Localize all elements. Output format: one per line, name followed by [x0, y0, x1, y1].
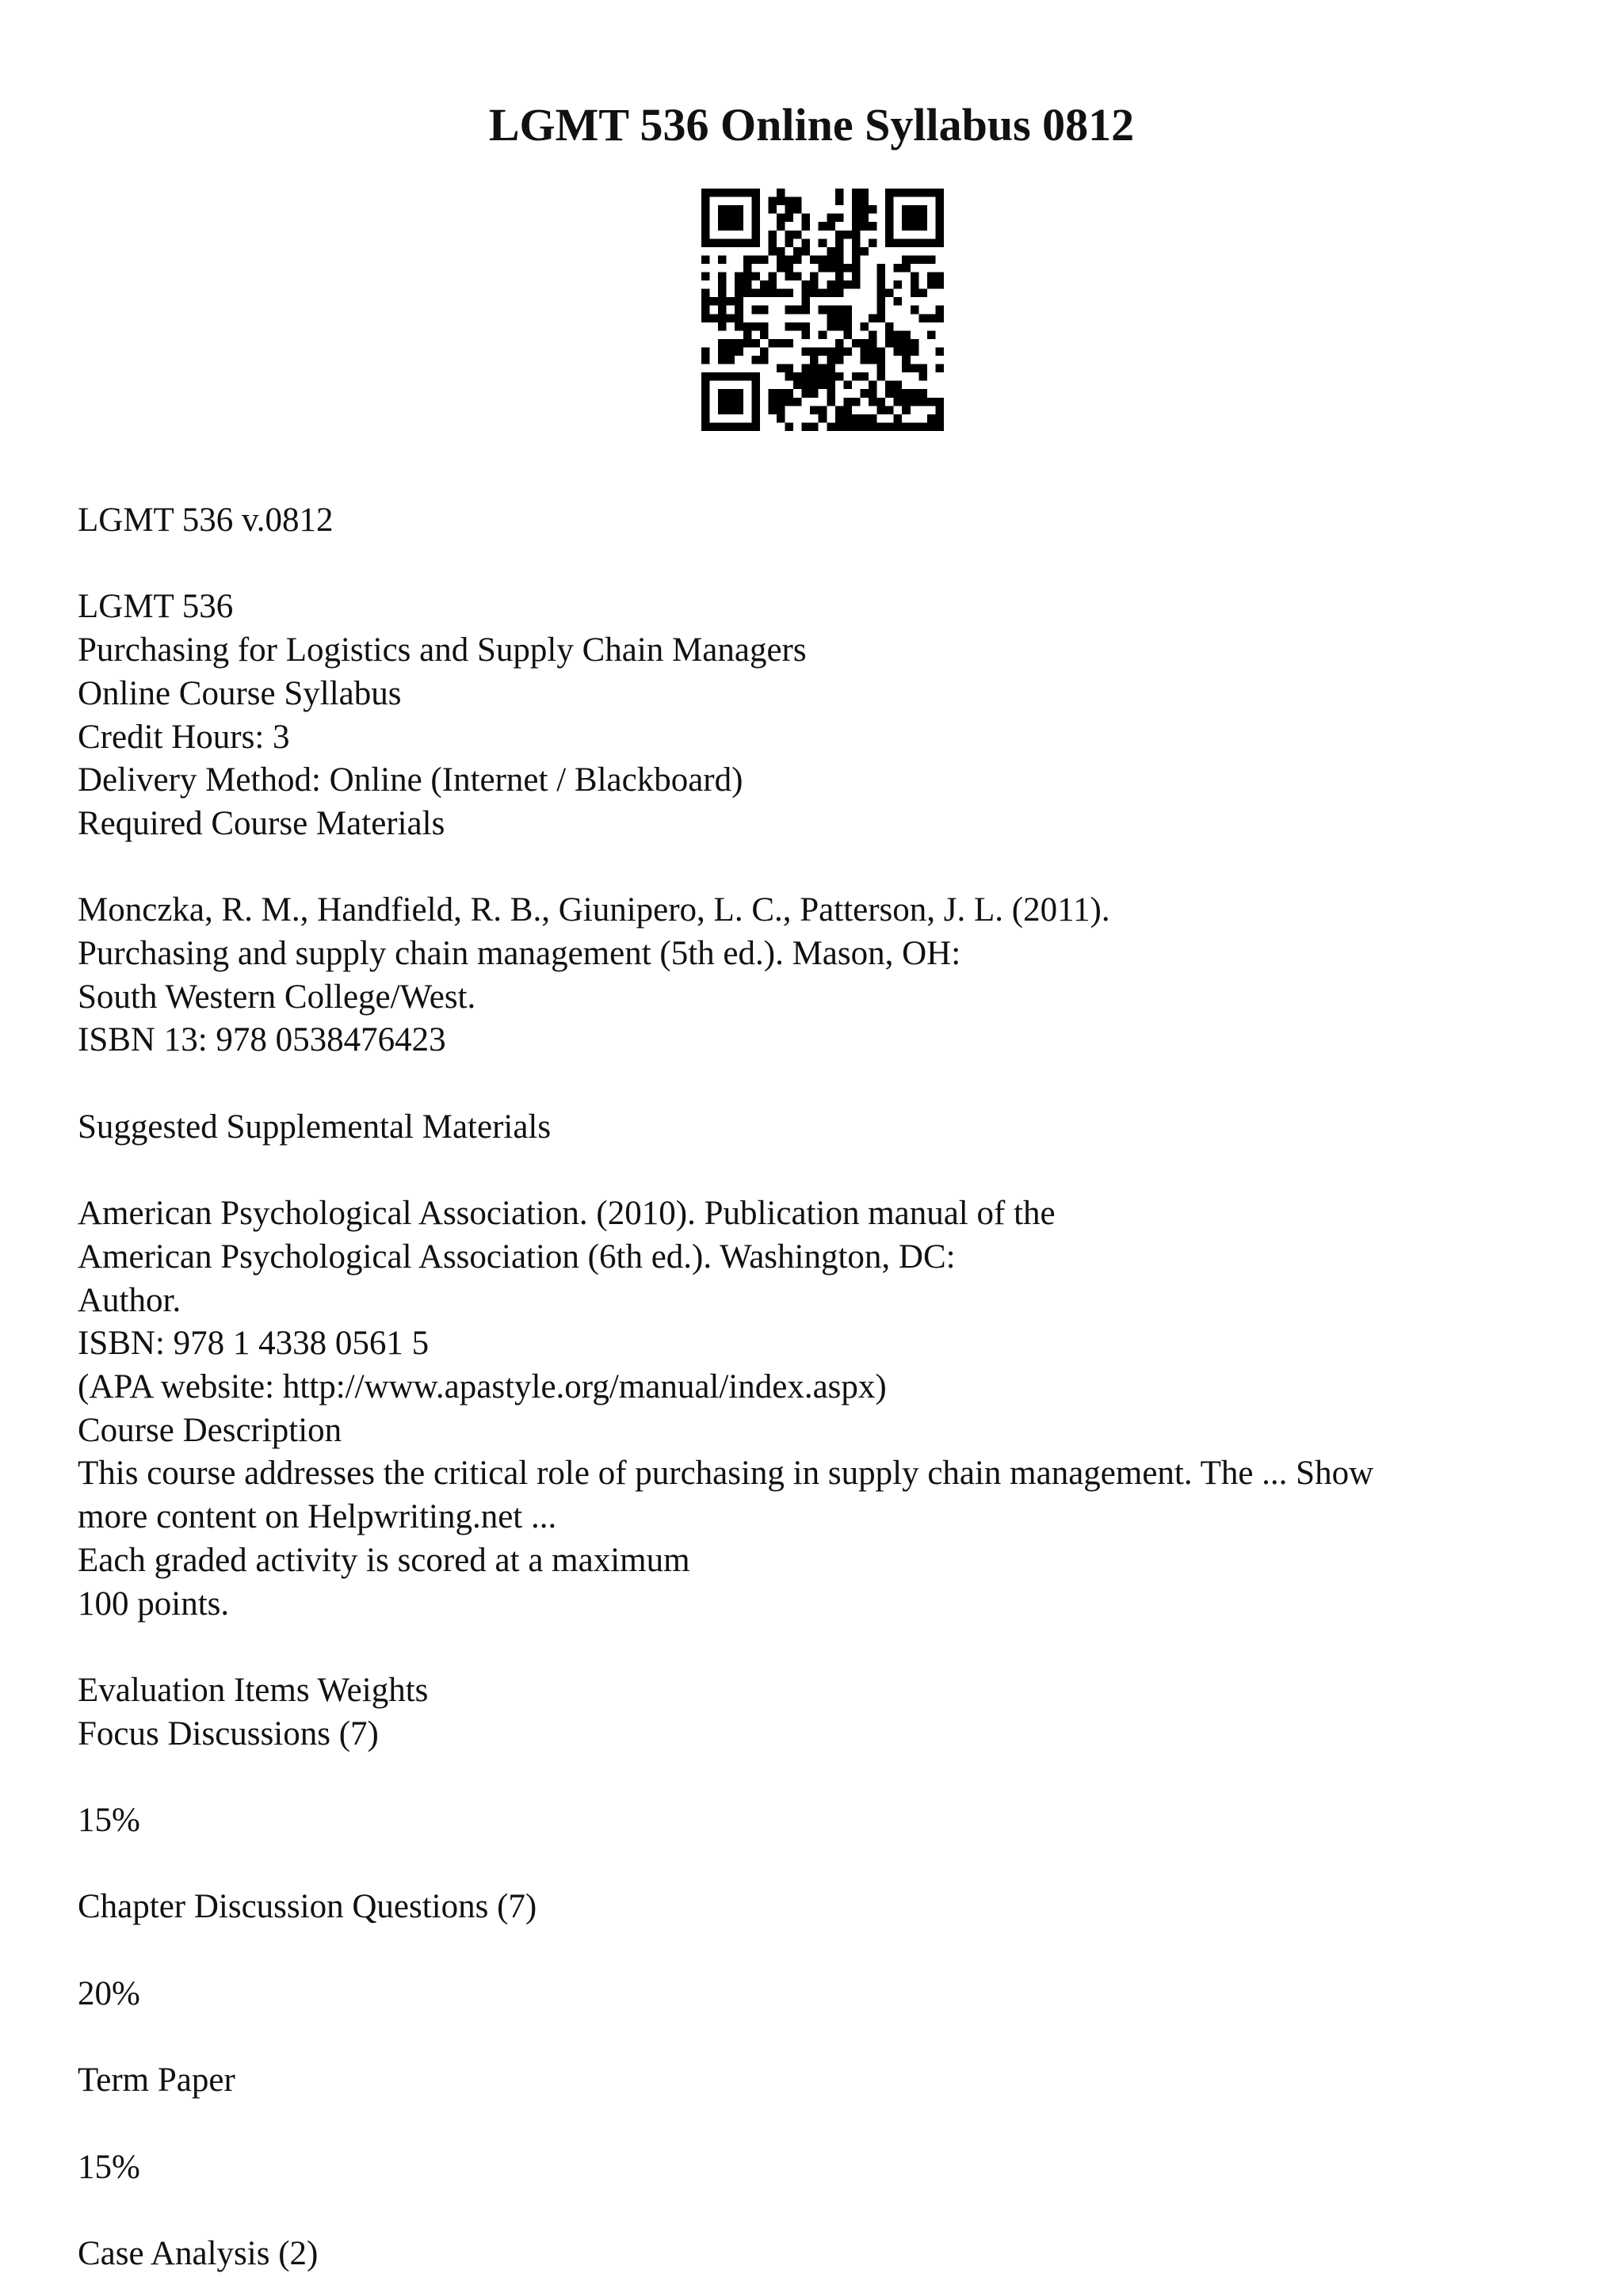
apa-website-line: (APA website: http://www.apastyle.org/manual/index.aspx) — [78, 1368, 887, 1405]
course-description-text: more content on Helpwriting.net ... — [78, 1498, 557, 1536]
supplemental-heading: Suggested Supplemental Materials — [78, 1108, 552, 1146]
spacer — [78, 1843, 1568, 1886]
reference-line: Author. — [78, 1281, 181, 1319]
required-materials-heading: Required Course Materials — [78, 804, 445, 842]
course-title: Purchasing for Logistics and Supply Chain Managers — [78, 631, 807, 669]
spacer — [78, 1062, 1568, 1106]
spacer — [78, 2103, 1568, 2146]
isbn-line: ISBN 13: 978 0538476423 — [78, 1021, 446, 1059]
syllabus-type: Online Course Syllabus — [78, 674, 402, 712]
reference-line: Monczka, R. M., Handfield, R. B., Giunipero, L. C., Patterson, J. L. (2011). — [78, 891, 1110, 929]
evaluation-item: Chapter Discussion Questions (7) — [78, 1888, 537, 1926]
spacer — [78, 1150, 1568, 1193]
isbn-line: ISBN: 978 1 4338 0561 5 — [78, 1325, 430, 1363]
evaluation-weight: 15% — [78, 2148, 140, 2186]
document-body — [78, 499, 1568, 2276]
spacer — [78, 2016, 1568, 2059]
evaluation-item: Focus Discussions (7) — [78, 1714, 379, 1753]
evaluation-item: Term Paper — [78, 2061, 235, 2100]
reference-line: American Psychological Association. (2010). Publication manual of the — [78, 1195, 1056, 1233]
evaluation-heading: Evaluation Items Weights — [78, 1671, 429, 1709]
grading-note: Each graded activity is scored at a maximum — [78, 1541, 690, 1579]
credit-hours: Credit Hours: 3 — [78, 718, 290, 756]
evaluation-weight: 20% — [78, 1974, 140, 2012]
evaluation-item: Case Analysis (2) — [78, 2234, 319, 2272]
document-title: LGMT 536 Online Syllabus 0812 — [488, 99, 1135, 151]
spacer — [78, 543, 1568, 586]
qr-code — [701, 189, 944, 431]
version-line: LGMT 536 v.0812 — [78, 502, 334, 539]
grading-note: 100 points. — [78, 1585, 230, 1623]
spacer — [78, 1626, 1568, 1669]
delivery-method: Delivery Method: Online (Internet / Blackboard) — [78, 761, 743, 799]
course-code: LGMT 536 — [78, 588, 234, 626]
course-description-text: This course addresses the critical role of purchasing in supply chain management. The ... Show — [78, 1455, 1374, 1493]
spacer — [78, 2189, 1568, 2233]
reference-line: American Psychological Association (6th ed.). Washington, DC: — [78, 1238, 956, 1276]
course-description-heading: Course Description — [78, 1411, 342, 1449]
spacer — [78, 1756, 1568, 1799]
spacer — [78, 1929, 1568, 1973]
reference-line: Purchasing and supply chain management (5th ed.). Mason, OH: — [78, 935, 961, 972]
evaluation-weight: 15% — [78, 1802, 140, 1839]
spacer — [78, 846, 1568, 890]
reference-line: South Western College/West. — [78, 978, 476, 1016]
